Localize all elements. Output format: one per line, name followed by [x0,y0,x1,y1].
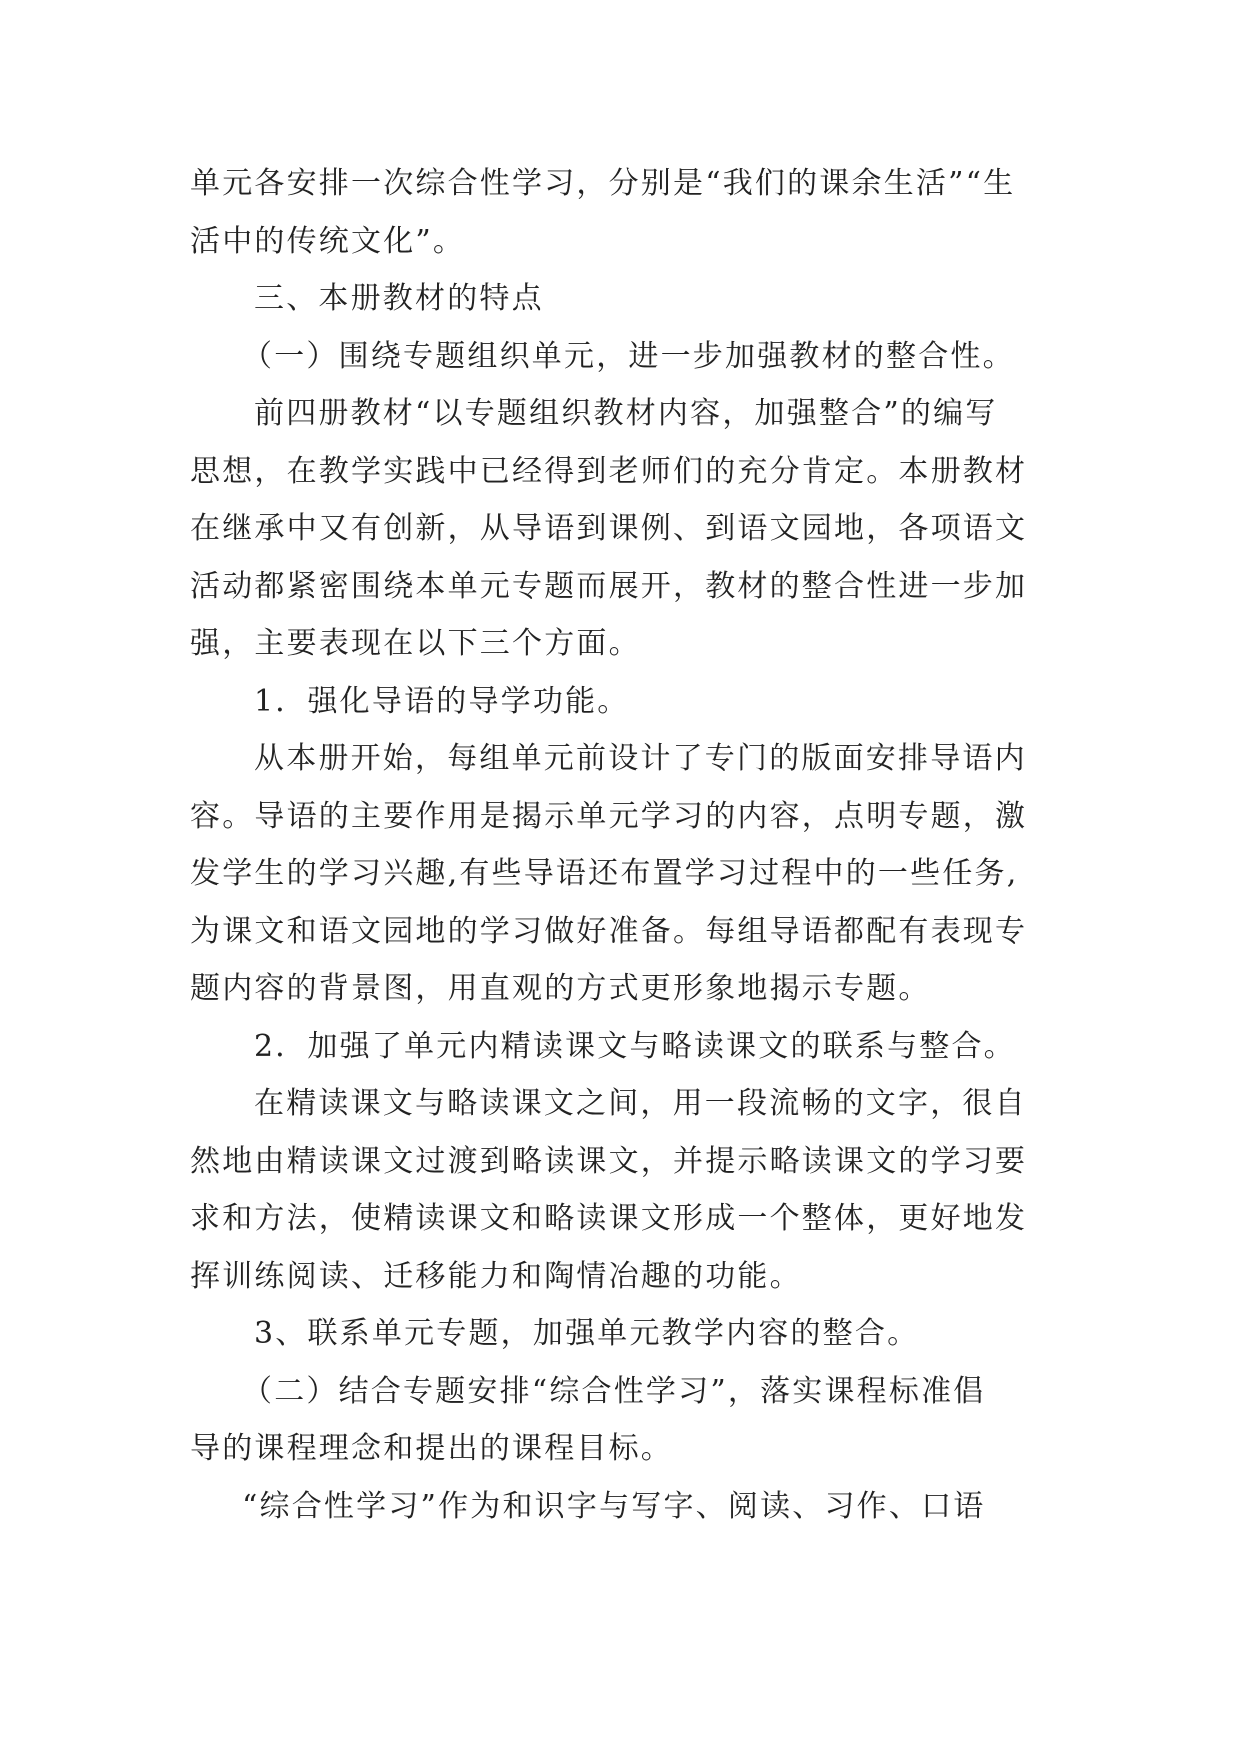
text-line: “综合性学习”作为和识字与写字、阅读、习作、口语 [242,1488,986,1524]
text-line: 从本册开始，每组单元前设计了专门的版面安排导语内 [254,741,1027,776]
text-line: 发学生的学习兴趣,有些导语还布置学习过程中的一些任务, [190,856,1019,891]
document-body [190,155,1050,1535]
text-line: 为课文和语文园地的学习做好准备。每组导语都配有表现专 [190,913,1028,949]
list-item-heading: 2．加强了单元内精读课文与略读课文的联系与整合。 [254,1028,1016,1064]
subsection-heading: （一）围绕专题组织单元，进一步加强教材的整合性。 [242,338,1015,374]
text-line: 容。导语的主要作用是揭示单元学习的内容，点明专题，激 [190,798,1028,834]
text-line: 前四册教材“以专题组织教材内容，加强整合”的编写 [254,396,998,431]
text-line: 在继承中又有创新，从导语到课例、到语文园地，各项语文 [190,511,1028,546]
section-heading: 三、本册教材的特点 [254,281,544,316]
text-line: 思想，在教学实践中已经得到老师们的充分肯定。本册教材 [190,453,1028,489]
subsection-heading: （二）结合专题安排“综合性学习”，落实课程标准倡 [242,1373,986,1409]
text-line: 强，主要表现在以下三个方面。 [190,626,641,661]
text-line: 挥训练阅读、迁移能力和陶情冶趣的功能。 [190,1258,802,1294]
text-line: 题内容的背景图，用直观的方式更形象地揭示专题。 [190,971,931,1006]
text-line: 导的课程理念和提出的课程目标。 [190,1431,673,1466]
list-item-heading: 3、联系单元专题，加强单元教学内容的整合。 [254,1316,920,1351]
text-line: 活中的传统文化”。 [190,223,466,259]
text-line: 然地由精读课文过渡到略读课文，并提示略读课文的学习要 [190,1143,1028,1179]
text-line: 求和方法，使精读课文和略读课文形成一个整体，更好地发 [190,1201,1028,1236]
text-line: 在精读课文与略读课文之间，用一段流畅的文字，很自 [254,1086,1027,1121]
text-line: 单元各安排一次综合性学习，分别是“我们的课余生活”“生 [190,166,1016,201]
list-item-heading: 1．强化导语的导学功能。 [254,683,630,719]
text-line: 活动都紧密围绕本单元专题而展开，教材的整合性进一步加 [190,568,1028,604]
